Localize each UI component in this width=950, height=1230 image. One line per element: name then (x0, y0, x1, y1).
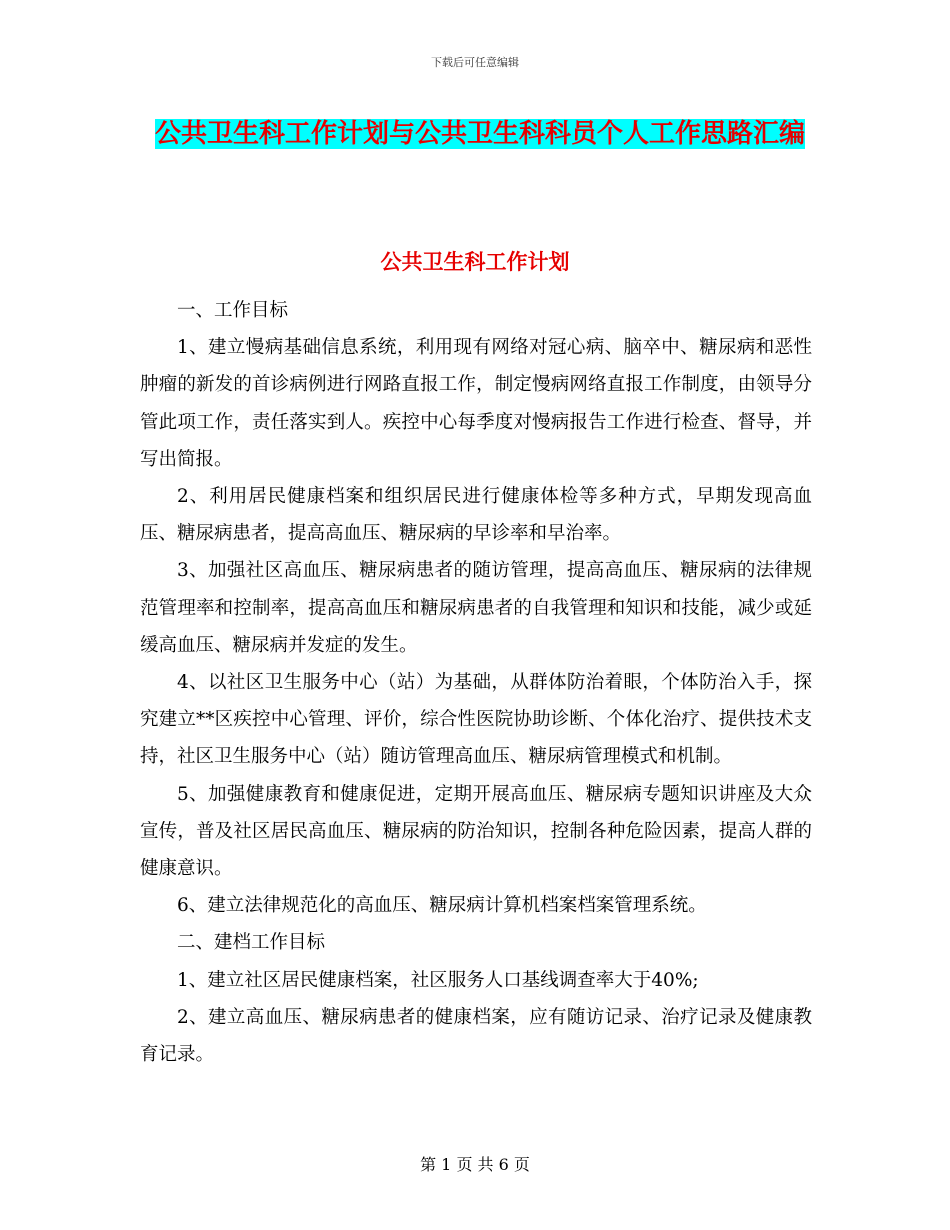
document-body (140, 292, 812, 1073)
section-title: 公共卫生科工作计划 (380, 250, 570, 274)
document-title-text: 公共卫生科工作计划与公共卫生科科员个人工作思路汇编 (154, 119, 805, 149)
paragraph: 1、建立社区居民健康档案，社区服务人口基线调查率大于40%; (177, 969, 699, 991)
header-note: 下载后可任意编辑 (431, 56, 519, 69)
document-title (140, 110, 820, 158)
paragraph: 3、加强社区高血压、糖尿病患者的随访管理，提高高血压、糖尿病的法律规范管理率和控制率，提高高血压和糖尿病患者的自我管理和知识和技能，减少或延缓高血压、糖尿病并发症的发生。 (140, 560, 812, 656)
paragraph: 4、以社区卫生服务中心（站）为基础，从群体防治着眼，个体防治入手，探究建立**区疾控中心管理、评价，综合性医院协助诊断、个体化治疗、提供技术支持，社区卫生服务中心（站）随访管理高血压、糖尿病管理模式和机制。 (140, 672, 812, 768)
paragraph: 1、建立慢病基础信息系统，利用现有网络对冠心病、脑卒中、糖尿病和恶性肿瘤的新发的首诊病例进行网路直报工作，制定慢病网络直报工作制度，由领导分管此项工作，责任落实到人。疾控中心每季度对慢病报告工作进行检查、督导，并写出简报。 (140, 337, 812, 470)
paragraph: 6、建立法律规范化的高血压、糖尿病计算机档案档案管理系统。 (177, 895, 707, 917)
page-number: 第 1 页 共 6 页 (420, 1155, 530, 1174)
heading-archive-goals: 二、建档工作目标 (177, 932, 326, 954)
paragraph: 2、建立高血压、糖尿病患者的健康档案，应有随访记录、治疗记录及健康教育记录。 (140, 1006, 812, 1066)
paragraph: 5、加强健康教育和健康促进，定期开展高血压、糖尿病专题知识讲座及大众宣传，普及社区居民高血压、糖尿病的防治知识，控制各种危险因素，提高人群的健康意识。 (140, 783, 812, 880)
heading-work-goals: 一、工作目标 (177, 300, 289, 321)
paragraph: 2、利用居民健康档案和组织居民进行健康体检等多种方式，早期发现高血压、糖尿病患者，提高高血压、糖尿病的早诊率和早治率。 (140, 486, 812, 545)
